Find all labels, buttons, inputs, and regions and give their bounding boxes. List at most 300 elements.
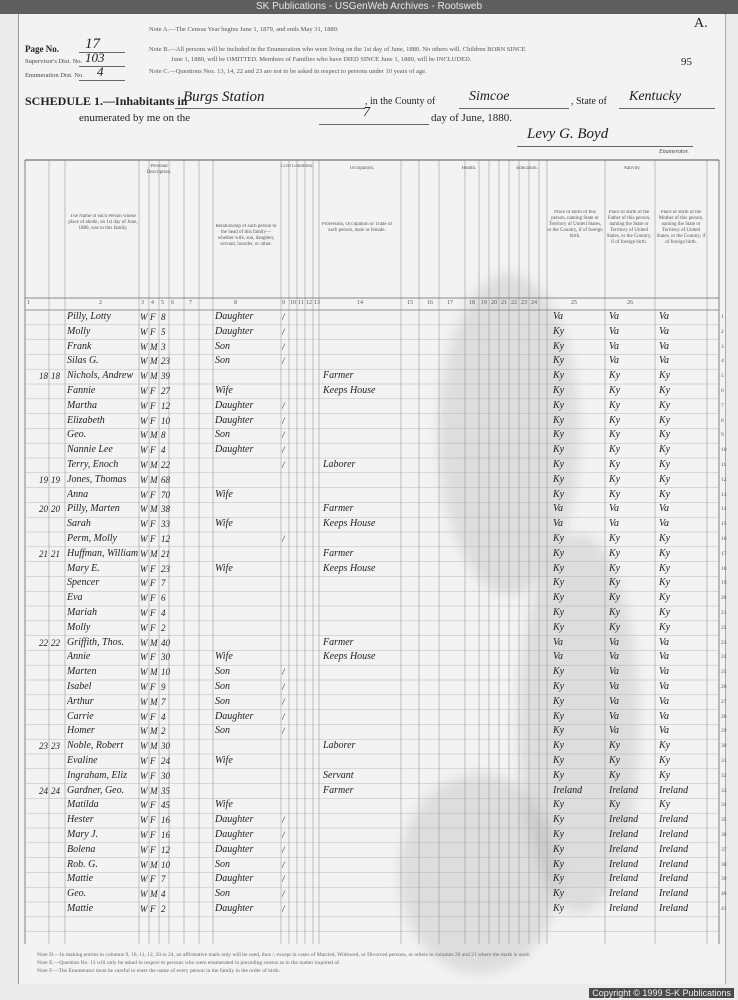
cell-occupation: Farmer — [323, 370, 354, 382]
cell-mother: Va — [659, 340, 669, 352]
cell-sex: F — [150, 770, 156, 781]
footer-note-e: Note E.—Question No. 13 will only be asked in respect to persons who were enumerated in preceding census as to the matter inquired of. — [37, 960, 341, 966]
column-number: 14 — [357, 300, 363, 306]
cell-relation: Son — [215, 340, 230, 352]
cell-mother: Ky — [659, 444, 671, 456]
table-row — [19, 325, 725, 339]
cell-name: Gardner, Geo. — [67, 784, 125, 796]
cell-name: Silas G. — [67, 355, 99, 367]
table-row — [19, 621, 725, 635]
column-number: 26 — [627, 300, 633, 306]
cell-birth: Ky — [553, 607, 565, 618]
cell-birth: Ky — [553, 621, 565, 633]
cell-family: 20 — [51, 504, 60, 515]
cell-birth: Ky — [553, 829, 565, 840]
table-row — [19, 858, 725, 872]
cell-birth: Ky — [553, 725, 565, 737]
cell-single: / — [282, 711, 285, 722]
cell-sex: F — [150, 711, 156, 722]
column-number: 22 — [511, 300, 517, 306]
cell-birth: Ky — [553, 325, 565, 337]
cell-single: / — [282, 844, 285, 855]
column-number: 8 — [234, 300, 237, 306]
cell-color: W — [140, 593, 148, 604]
cell-dwelling: 23 — [39, 741, 48, 752]
supervisor-label: Supervisor's Dist. No. — [25, 58, 83, 65]
column-number: 9 — [282, 300, 285, 306]
cell-color: W — [140, 489, 148, 500]
header-nativity: Nativity. — [623, 166, 641, 171]
cell-mother: Ky — [659, 399, 671, 411]
cell-name: Fannie — [67, 385, 96, 396]
cell-age: 4 — [161, 711, 166, 722]
cell-name: Mattie — [67, 903, 94, 914]
cell-sex: F — [150, 652, 156, 663]
cell-relation: Son — [215, 858, 230, 870]
cell-relation: Wife — [215, 562, 233, 574]
enumeration-value: 4 — [97, 64, 104, 79]
cell-father: Ky — [609, 769, 621, 781]
cell-father: Ky — [609, 755, 621, 766]
cell-sex: F — [150, 904, 156, 914]
table-row — [19, 354, 725, 368]
cell-name: Nannie Lee — [67, 444, 113, 456]
cell-color: W — [140, 356, 148, 367]
cell-age: 23 — [161, 356, 170, 367]
cell-name: Pilly, Marten — [67, 503, 120, 515]
cell-age: 21 — [161, 548, 170, 559]
table-row — [19, 636, 725, 650]
cell-age: 24 — [161, 756, 170, 766]
cell-mother: Va — [659, 636, 669, 648]
cell-sex: F — [150, 563, 156, 574]
table-row — [19, 680, 725, 694]
cell-mother: Va — [659, 725, 669, 737]
cell-sex: F — [150, 682, 156, 692]
state-label: , State of — [571, 96, 607, 107]
table-row — [19, 724, 725, 738]
row-number: 20 — [721, 595, 727, 602]
cell-mother: Ky — [659, 592, 671, 604]
row-number: 17 — [721, 550, 727, 557]
table-row — [19, 443, 725, 457]
cell-birth: Ky — [553, 843, 565, 855]
column-number: 12 — [306, 300, 312, 306]
cell-color: W — [140, 741, 148, 752]
cell-single: / — [282, 534, 285, 544]
cell-mother: Ireland — [659, 843, 689, 855]
cell-mother: Ky — [659, 562, 671, 574]
cell-single: / — [282, 312, 285, 322]
cell-sex: F — [150, 622, 156, 633]
cell-father: Ky — [609, 607, 621, 618]
cell-age: 30 — [161, 770, 170, 781]
table-row — [19, 887, 725, 901]
cell-relation: Daughter — [215, 814, 254, 826]
cell-mother: Va — [659, 681, 669, 692]
cell-mother: Ireland — [659, 888, 689, 900]
cell-name: Hester — [67, 814, 94, 826]
cell-color: W — [140, 371, 148, 382]
cell-name: Mary E. — [67, 562, 100, 574]
table-row — [19, 591, 725, 605]
cell-sex: F — [150, 400, 156, 411]
table-row — [19, 798, 725, 812]
cell-color: W — [140, 770, 148, 781]
place-value: Burgs Station — [183, 89, 265, 105]
cell-name: Evaline — [67, 755, 98, 766]
cell-mother: Ky — [659, 385, 671, 396]
cell-name: Jones, Thomas — [67, 473, 127, 485]
cell-mother: Ireland — [659, 858, 689, 870]
row-number: 14 — [721, 506, 727, 513]
cell-age: 2 — [161, 622, 166, 633]
cell-sex: M — [150, 504, 158, 515]
table-row — [19, 369, 725, 383]
table-row — [19, 458, 725, 472]
cell-age: 39 — [161, 371, 170, 382]
column-number: 3 — [141, 300, 144, 306]
cell-color: W — [140, 711, 148, 722]
cell-color: W — [140, 652, 148, 663]
cell-sex: M — [150, 371, 158, 382]
cell-age: 22 — [161, 460, 170, 470]
cell-color: W — [140, 696, 148, 707]
cell-birth: Ky — [553, 399, 565, 411]
cell-birth: Ky — [553, 592, 565, 604]
cell-age: 16 — [161, 830, 170, 840]
cell-name: Mariah — [67, 607, 97, 618]
cell-family: 21 — [51, 548, 60, 559]
cell-occupation: Farmer — [323, 547, 354, 559]
cell-age: 10 — [161, 859, 170, 870]
cell-birth: Ky — [553, 533, 565, 544]
cell-single: / — [282, 326, 285, 337]
cell-birth: Ky — [553, 755, 565, 766]
header-father: Place of Birth of the Father of this person, naming the State or Territory of United States, or the Country, if of foreign birth. — [606, 210, 652, 245]
cell-occupation: Laborer — [323, 740, 356, 752]
cell-sex: F — [150, 312, 156, 322]
row-number: 8 — [721, 417, 724, 424]
cell-age: 5 — [161, 326, 166, 337]
cell-sex: M — [150, 474, 158, 485]
cell-birth: Ky — [553, 695, 565, 707]
page-no-label: Page No. — [25, 44, 59, 54]
cell-mother: Ky — [659, 533, 671, 544]
cell-relation: Daughter — [215, 843, 254, 855]
cell-age: 10 — [161, 415, 170, 426]
cell-family: 19 — [51, 474, 60, 485]
row-number: 27 — [721, 698, 727, 705]
cell-age: 4 — [161, 445, 166, 456]
cell-color: W — [140, 326, 148, 337]
cell-relation: Son — [215, 681, 230, 692]
table-row — [19, 813, 725, 827]
cell-sex: M — [150, 889, 158, 900]
row-number: 40 — [721, 891, 727, 898]
cell-mother: Va — [659, 710, 669, 722]
cell-single: / — [282, 460, 285, 470]
row-number: 15 — [721, 521, 727, 528]
cell-age: 12 — [161, 400, 170, 411]
cell-single: / — [282, 830, 285, 840]
cell-color: W — [140, 548, 148, 559]
cell-occupation: Farmer — [323, 503, 354, 515]
cell-mother: Ky — [659, 473, 671, 485]
cell-birth: Ky — [553, 888, 565, 900]
cell-name: Elizabeth — [67, 414, 105, 426]
cell-relation: Son — [215, 355, 230, 367]
table-row — [19, 576, 725, 590]
row-number: 22 — [721, 624, 727, 631]
cell-birth: Va — [553, 636, 563, 648]
cell-single: / — [282, 415, 285, 426]
cell-mother: Va — [659, 695, 669, 707]
column-number: 5 — [161, 300, 164, 306]
cell-color: W — [140, 312, 148, 322]
cell-color: W — [140, 889, 148, 900]
cell-relation: Daughter — [215, 829, 254, 840]
cell-age: 16 — [161, 815, 170, 826]
table-row — [19, 606, 725, 620]
cell-mother: Ky — [659, 799, 671, 811]
cell-birth: Ireland — [553, 784, 583, 796]
cell-color: W — [140, 667, 148, 678]
cell-family: 22 — [51, 637, 60, 648]
cell-age: 2 — [161, 904, 166, 914]
enumeration-label: Enumeration Dist. No. — [25, 72, 84, 79]
cell-age: 9 — [161, 682, 166, 692]
cell-birth: Ky — [553, 681, 565, 692]
cell-relation: Daughter — [215, 444, 254, 456]
cell-single: / — [282, 726, 285, 737]
cell-sex: M — [150, 741, 158, 752]
cell-father: Ky — [609, 444, 621, 456]
cell-father: Ky — [609, 562, 621, 574]
table-row — [19, 843, 725, 857]
cell-birth: Ky — [553, 444, 565, 456]
cell-age: 68 — [161, 474, 170, 485]
archive-banner: SK Publications - USGenWeb Archives - Rootsweb — [0, 0, 738, 14]
cell-father: Ky — [609, 592, 621, 604]
cell-name: Pilly, Lotty — [67, 311, 111, 322]
row-number: 37 — [721, 846, 727, 853]
cell-sex: M — [150, 460, 158, 470]
cell-occupation: Farmer — [323, 784, 354, 796]
cell-father: Ky — [609, 621, 621, 633]
header-name: The Name of each Person whose place of abode, on 1st day of June, 1880, was in this family. — [68, 214, 138, 231]
cell-color: W — [140, 637, 148, 648]
column-number: 25 — [571, 300, 577, 306]
cell-dwelling: 21 — [39, 548, 48, 559]
cell-color: W — [140, 563, 148, 574]
row-number: 2 — [721, 328, 724, 335]
cell-occupation: Laborer — [323, 459, 356, 470]
cell-name: Mary J. — [67, 829, 99, 840]
cell-sex: M — [150, 696, 158, 707]
cell-father: Va — [609, 636, 619, 648]
table-row — [19, 739, 725, 753]
cell-sex: F — [150, 386, 156, 396]
row-number: 11 — [721, 462, 727, 468]
cell-age: 10 — [161, 667, 170, 678]
cell-father: Va — [609, 518, 619, 530]
cell-age: 35 — [161, 785, 170, 796]
table-row — [19, 399, 725, 413]
column-number: 16 — [427, 300, 433, 306]
cell-father: Ireland — [609, 858, 639, 870]
cell-color: W — [140, 504, 148, 515]
row-number: 32 — [721, 772, 727, 779]
cell-age: 30 — [161, 741, 170, 752]
cell-birth: Ky — [553, 814, 565, 826]
cell-dwelling: 22 — [39, 637, 48, 648]
cell-sex: M — [150, 341, 158, 352]
cell-color: W — [140, 415, 148, 426]
cell-relation: Wife — [215, 651, 233, 663]
cell-father: Va — [609, 311, 619, 322]
cell-sex: F — [150, 534, 156, 544]
cell-occupation: Farmer — [323, 636, 354, 648]
cell-mother: Ky — [659, 370, 671, 382]
cell-age: 3 — [161, 341, 166, 352]
cell-age: 8 — [161, 430, 166, 441]
row-number: 36 — [721, 832, 727, 838]
column-number: 1 — [27, 300, 30, 306]
cell-sex: M — [150, 430, 158, 441]
table-row — [19, 784, 725, 798]
cell-birth: Ky — [553, 873, 565, 885]
cell-relation: Daughter — [215, 325, 254, 337]
sheet-letter: A. — [694, 16, 708, 31]
table-row — [19, 872, 725, 886]
cell-name: Perm, Molly — [67, 533, 117, 544]
table-row — [19, 754, 725, 768]
cell-relation: Daughter — [215, 903, 254, 914]
cell-sex: F — [150, 608, 156, 618]
cell-birth: Ky — [553, 385, 565, 396]
column-number: 17 — [447, 300, 453, 306]
sheet-number: 95 — [681, 56, 692, 68]
cell-mother: Ky — [659, 740, 671, 752]
cell-mother: Va — [659, 503, 669, 515]
cell-relation: Daughter — [215, 311, 254, 322]
cell-birth: Ky — [553, 740, 565, 752]
cell-birth: Ky — [553, 562, 565, 574]
cell-mother: Ky — [659, 414, 671, 426]
table-row — [19, 384, 725, 398]
cell-name: Geo. — [67, 429, 87, 441]
cell-sex: F — [150, 844, 156, 855]
cell-birth: Ky — [553, 769, 565, 781]
cell-color: W — [140, 445, 148, 456]
row-number: 26 — [721, 684, 727, 690]
column-number: 21 — [501, 300, 507, 306]
cell-birth: Va — [553, 518, 563, 530]
cell-color: W — [140, 386, 148, 396]
cell-color: W — [140, 682, 148, 692]
cell-mother: Va — [659, 666, 669, 678]
cell-birth: Ky — [553, 429, 565, 441]
cell-name: Noble, Robert — [67, 740, 124, 752]
month-label: day of June, 1880. — [431, 112, 512, 124]
cell-sex: F — [150, 815, 156, 826]
row-number: 39 — [721, 876, 727, 883]
cell-name: Anna — [67, 488, 89, 500]
cell-sex: F — [150, 519, 156, 530]
cell-mother: Ireland — [659, 829, 689, 840]
row-number: 10 — [721, 447, 727, 454]
cell-birth: Ky — [553, 710, 565, 722]
cell-age: 23 — [161, 563, 170, 574]
cell-mother: Va — [659, 651, 669, 663]
note-b: Note B.—All persons will be included in the Enumeration who were living on the 1st day of June, 1880. No others will. Children BORN SINCE — [149, 46, 526, 53]
column-number: 13 — [314, 300, 320, 306]
row-number: 34 — [721, 802, 727, 809]
enumerated-label: enumerated by me on the — [79, 112, 191, 124]
table-row — [19, 517, 725, 531]
cell-mother: Va — [659, 518, 669, 530]
cell-age: 7 — [161, 578, 166, 589]
header-personal: Personal Description. — [146, 164, 172, 175]
cell-father: Ky — [609, 473, 621, 485]
row-number: 9 — [721, 432, 724, 439]
cell-name: Marten — [67, 666, 97, 678]
cell-dwelling: 19 — [39, 474, 48, 485]
table-row — [19, 340, 725, 354]
cell-color: W — [140, 460, 148, 470]
cell-age: 12 — [161, 844, 170, 855]
cell-name: Isabel — [67, 681, 92, 692]
header-birthplace: Place of Birth of this person, naming State or Territory of United States, or the Country, if of foreign birth. — [547, 210, 603, 239]
cell-color: W — [140, 800, 148, 811]
cell-father: Ireland — [609, 888, 639, 900]
cell-sex: M — [150, 356, 158, 367]
cell-mother: Ky — [659, 547, 671, 559]
cell-family: 23 — [51, 741, 60, 752]
cell-color: W — [140, 341, 148, 352]
row-number: 38 — [721, 861, 727, 868]
page-no-value: 17 — [85, 36, 100, 52]
column-number: 20 — [491, 300, 497, 306]
cell-name: Rob. G. — [67, 858, 98, 870]
column-number: 10 — [290, 300, 296, 306]
cell-color: W — [140, 608, 148, 618]
cell-sex: F — [150, 445, 156, 456]
cell-relation: Wife — [215, 799, 233, 811]
table-row — [19, 562, 725, 576]
cell-name: Carrie — [67, 710, 94, 722]
table-row — [19, 828, 725, 842]
cell-father: Ireland — [609, 814, 639, 826]
cell-color: W — [140, 904, 148, 914]
cell-color: W — [140, 534, 148, 544]
cell-age: 12 — [161, 534, 170, 544]
cell-relation: Daughter — [215, 710, 254, 722]
row-number: 7 — [721, 402, 724, 409]
cell-birth: Ky — [553, 799, 565, 811]
row-number: 41 — [721, 906, 727, 912]
cell-sex: F — [150, 800, 156, 811]
cell-name: Molly — [67, 621, 91, 633]
header-occupation: Profession, Occupation or Trade of each person, male or female. — [321, 222, 393, 233]
cell-single: / — [282, 341, 285, 352]
cell-age: 7 — [161, 696, 166, 707]
cell-relation: Son — [215, 725, 230, 737]
cell-sex: F — [150, 578, 156, 589]
cell-name: Nichols, Andrew — [67, 370, 134, 382]
cell-father: Ky — [609, 740, 621, 752]
